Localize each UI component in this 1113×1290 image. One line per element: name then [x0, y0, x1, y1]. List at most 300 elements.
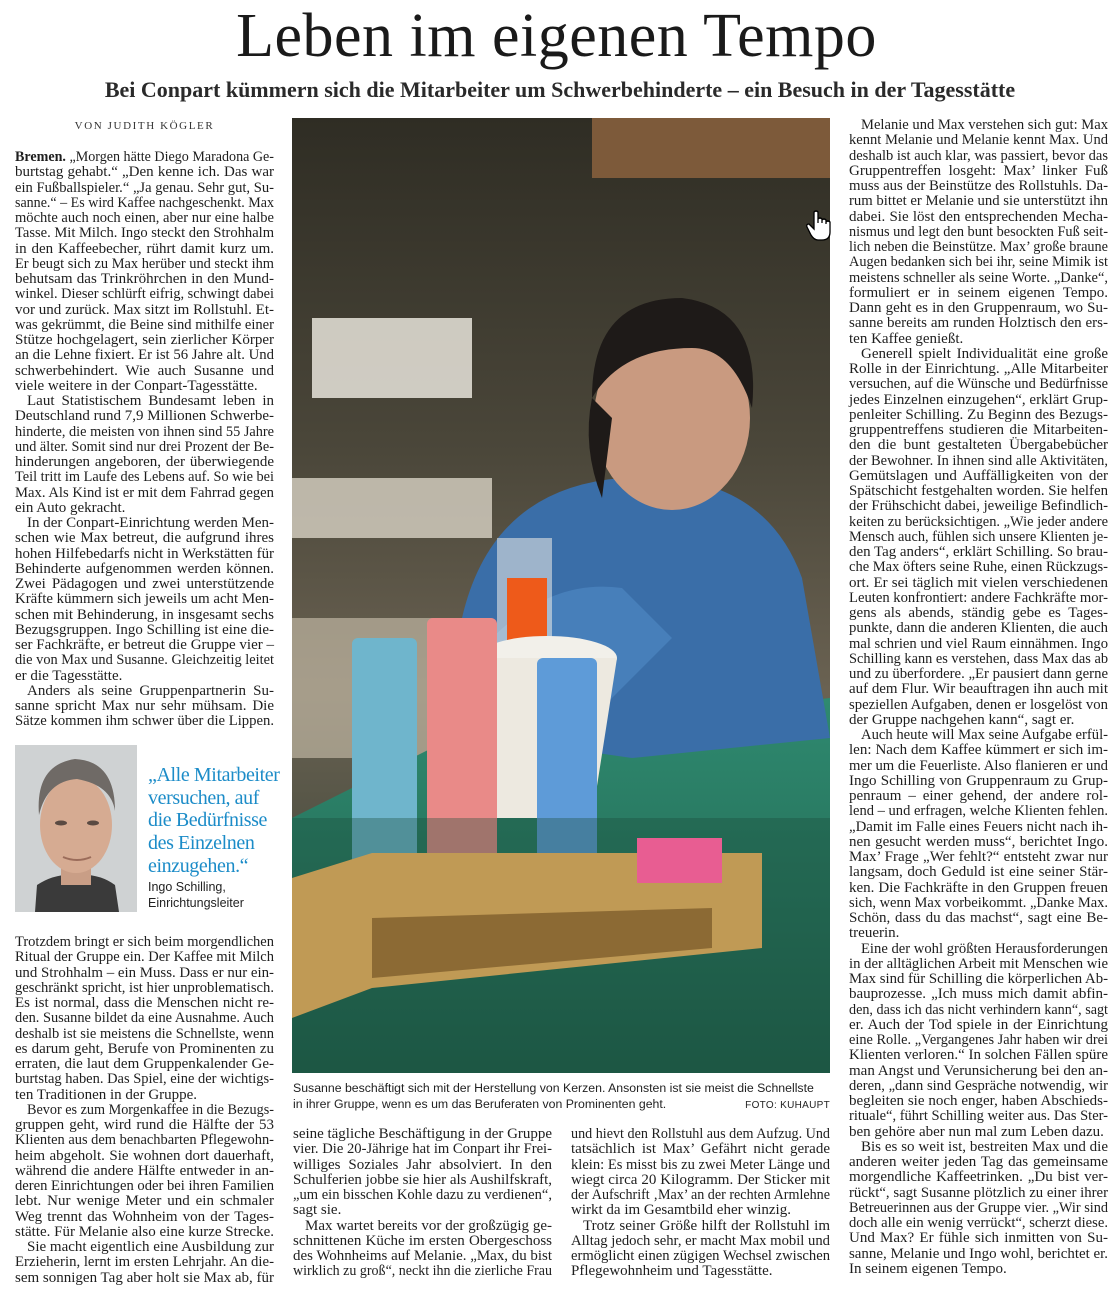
text-line-content: der Aufschrift ‚Max’ an der rechten Armlehne [571, 1187, 830, 1203]
text-line [849, 393, 1108, 408]
text-line-content: ort. Er sei täglich mit vielen verschiedenen [849, 574, 1108, 591]
text-line-content: gruppentreffens studieren die Mitarbeiten- [849, 422, 1108, 438]
text-line [849, 286, 1108, 301]
text-line [15, 486, 274, 501]
text-line [15, 516, 274, 531]
text-line-content: was gekrümmt, die Beine sind mithilfe einer [15, 316, 274, 333]
text-line-content: Stütze hochgelagert, sein zierlicher Körper [15, 332, 274, 348]
text-line-content: Erzieherin, lernt im ersten Lehrjahr. An die- [15, 1254, 274, 1271]
text-line [849, 133, 1108, 148]
text-line-content: ermöglicht einen zügigen Wechsel zwischen [571, 1248, 830, 1264]
text-line [15, 425, 274, 440]
text-line-content: sagt sie. [293, 1202, 342, 1219]
text-line [849, 347, 1108, 362]
text-line-content: der Frühschicht dabei, jeweilige Befindlich- [849, 498, 1108, 515]
text-line-content: meistens schneller als seine Worte. „Danke“, [849, 269, 1108, 286]
pull-quote [148, 764, 286, 877]
text-line [849, 164, 1108, 179]
text-line [849, 789, 1108, 804]
text-line [15, 1271, 274, 1286]
text-line-content: des Wohnheims auf Melanie. „Max, du bist [293, 1248, 552, 1264]
text-line-content: Generell spielt Individualität eine große [861, 345, 1108, 362]
text-line [15, 1255, 274, 1270]
text-line [849, 1186, 1108, 1201]
column-right [849, 118, 1108, 1277]
text-line [15, 562, 274, 577]
text-line-content: Pflegewohnheim und Tagesstätte. [571, 1263, 773, 1280]
text-line-content: „Damit im Falle eines Feuers nicht nach ih- [849, 818, 1108, 835]
text-line [849, 194, 1108, 209]
text-line [15, 150, 274, 165]
text-line-content: Es ist normal, dass die Menschen nicht re- [15, 995, 274, 1011]
text-line-content: an die Lehne fixiert. Er ist 56 Jahre alt. Und [15, 347, 274, 364]
text-line-content: lich neben die Beinstütze. Max’ große braune [849, 239, 1108, 255]
text-line [849, 1201, 1108, 1216]
text-line [849, 743, 1108, 758]
pull-quote-line: die Bedürfnisse [148, 809, 267, 832]
text-line [849, 774, 1108, 789]
text-line-content: Leuten konfrontiert: andere Fachkräfte mor- [849, 589, 1108, 606]
text-line-content: auf dem Flur. Wir beauftragen ihn auch mit [849, 681, 1108, 698]
caption-line: Susanne beschäftigt sich mit der Herstellung von Kerzen. Ansonsten ist sie meist die Schnellste [293, 1081, 814, 1095]
text-line [15, 996, 274, 1011]
hand-pointer-icon [806, 210, 832, 242]
text-line [849, 271, 1108, 286]
text-line-content: Bis es so weit ist, bestreiten Max und die [861, 1138, 1108, 1155]
paragraph [15, 516, 274, 684]
paragraph [293, 1127, 552, 1219]
paragraph [15, 935, 274, 1103]
paragraph [849, 942, 1108, 1140]
article-title: Leben im eigenen Tempo [236, 2, 877, 70]
text-line-content: sanne.“ – Es wird Kaffee nachgeschenkt. Max [15, 194, 274, 211]
text-line [849, 484, 1108, 499]
text-line-content: len: Nach dem Kaffee kümmert er sich im- [849, 742, 1108, 759]
column-left-bottom [15, 935, 274, 1286]
text-line [849, 240, 1108, 255]
text-line [849, 1109, 1108, 1124]
text-line-content: In seinem eigenen Tempo. [849, 1260, 1007, 1277]
text-line [15, 1072, 274, 1087]
paragraph [15, 684, 274, 730]
text-line [571, 1158, 830, 1173]
paragraph [849, 728, 1108, 942]
text-line-content: ken. Die Fachkräfte in den Gruppen freuen [849, 879, 1108, 896]
text-line [849, 835, 1108, 850]
text-line [15, 303, 274, 318]
text-line-content: lebt. Nur wenige Meter und ein schmaler [15, 1193, 274, 1210]
text-line-content: und älter. Somit sind nur drei Prozent der Be- [15, 438, 274, 455]
text-line [849, 728, 1108, 743]
text-line [15, 257, 274, 272]
column-middle-left [293, 1127, 552, 1280]
text-line-content: den die bunt gestalteten Übergabebücher [849, 437, 1108, 454]
text-line-content: morgendliche Kaffeetrinken. „Du bist ver- [849, 1169, 1108, 1186]
text-line [849, 1064, 1108, 1079]
text-line [571, 1219, 830, 1234]
text-line [849, 1170, 1108, 1185]
text-line [293, 1173, 552, 1188]
text-line [15, 165, 274, 180]
text-line [849, 667, 1108, 682]
text-line-content: der Gruppe nachgehen kann“, sagt er. [849, 711, 1075, 728]
text-line-content: nismus und legt den bunt besockten Fuß seit- [849, 223, 1108, 240]
text-line [849, 499, 1108, 514]
text-line [849, 545, 1108, 560]
text-line-content: muss aus der Beinstütze des Rollstuhls. Da- [849, 178, 1108, 194]
text-line-content: und hievt den Rollstuhl aus dem Aufzug. Und [571, 1126, 830, 1142]
text-line [15, 1011, 274, 1026]
text-line-content: Spätschicht festgehalten worden. Sie helfen [849, 483, 1108, 499]
text-line [15, 196, 274, 211]
text-line-content: schnittenen Küche im ersten Obergeschoss [293, 1232, 552, 1249]
text-line-content: den, dass ich das nicht verhindern kann“, sagt [849, 1001, 1108, 1018]
pull-quote-attribution [148, 879, 286, 911]
text-line [849, 637, 1108, 652]
text-line-content: wirkt da im Gesamtbild eher winzig. [571, 1202, 791, 1219]
text-line [849, 423, 1108, 438]
text-line [849, 682, 1108, 697]
paragraph [571, 1219, 830, 1280]
text-line-content: Ritual der Gruppe ein. Der Kaffee mit Milch [15, 949, 274, 966]
text-line [15, 1133, 274, 1148]
text-line-content: hinderte, die meisten von ihnen sind 55 Jahre [15, 423, 274, 440]
text-line-content: schwerbehindert. Wie auch Susanne und [15, 362, 274, 379]
text-line-content: lend – und erfragen, welche Klienten fehlen. [849, 803, 1108, 820]
text-line-content: Augen bedanken sich bei ihr, seine Mimik ist [849, 254, 1108, 271]
text-line [15, 653, 274, 668]
text-line [571, 1188, 830, 1203]
paragraph [15, 1240, 274, 1286]
text-line [293, 1203, 552, 1218]
text-line [15, 379, 274, 394]
text-line [15, 1194, 274, 1209]
pull-quote-box [148, 764, 286, 911]
text-line [849, 454, 1108, 469]
text-line-content: Bezugsgruppen. Ingo Schilling ist eine die- [15, 621, 274, 638]
paragraph [15, 1103, 274, 1240]
photo-credit: FOTO: KUHAUPT [745, 1100, 830, 1111]
text-line-content: formuliert er in seinem eigenen Tempo. [849, 284, 1108, 301]
text-line-content: anderen weiter jeden Tag das gemeinsame [849, 1154, 1108, 1170]
text-line-content: hohen Hilfebedarfs nicht in Werkstätten für [15, 545, 274, 562]
text-line-content: er die Tagesstätte. [15, 667, 123, 684]
text-line-content: Sie macht eigentlich eine Ausbildung zur [27, 1239, 274, 1255]
text-line [15, 592, 274, 607]
text-line [15, 1118, 274, 1133]
text-line-content: klein: Es misst bis zu zwei Meter Länge und [571, 1156, 830, 1173]
text-line [849, 255, 1108, 270]
column-middle-right [571, 1127, 830, 1280]
text-line [293, 1219, 552, 1234]
text-line [849, 1262, 1108, 1277]
article-subtitle-text: Bei Conpart kümmern sich die Mitarbeiter um Schwerbehinderte – ein Besuch in der Tagesstätte [104, 77, 1016, 102]
text-line-content: erraten, die laut dem Gruppenkalender Ge- [15, 1056, 274, 1072]
text-line-content: Und Max? Er fühle sich inmitten von Su- [849, 1230, 1108, 1247]
text-line [15, 211, 274, 226]
text-line-content: williges Soziales Jahr absolviert. In den [293, 1156, 552, 1173]
text-line-content: „um ein bisschen Kohle dazu zu verdienen“, [293, 1187, 552, 1203]
text-line [849, 332, 1108, 347]
text-line-content: Teil tritt im Laufe des Lebens auf. So wie bei [15, 469, 274, 486]
text-line-content: heim abgeholt. Sie wohnen dort dauerhaft, [15, 1147, 274, 1164]
text-line [15, 577, 274, 592]
text-line-content: deshalb ist sie meistens die Schnellste, wenn [15, 1025, 274, 1042]
quote-person-name: Ingo Schilling, [148, 880, 226, 895]
text-line [849, 225, 1108, 240]
text-line [849, 911, 1108, 926]
text-line [15, 1027, 274, 1042]
text-line [293, 1188, 552, 1203]
text-line [571, 1234, 830, 1249]
text-line-content: sem sonnigen Tag aber holt sie Max ab, für [15, 1269, 274, 1286]
text-line-content: geschränkt spricht, ist hier unproblematisch. [15, 979, 274, 996]
text-line [15, 638, 274, 653]
main-photo [292, 118, 830, 1073]
text-line [15, 1179, 274, 1194]
text-line [15, 623, 274, 638]
text-line-content: Betreuerinnen aus der Gruppe vier. „Wir sind [849, 1199, 1108, 1216]
text-line [15, 714, 274, 729]
text-line-content: wiegt circa 20 Kilogramm. Der Sticker mit [571, 1171, 830, 1188]
text-line-content: viele weitere in der Conpart-Tagesstätte. [15, 377, 258, 394]
text-line [15, 272, 274, 287]
paragraph [15, 394, 274, 516]
quote-person-role: Einrichtungsleiter [148, 896, 244, 911]
text-line-content: stätte. Für Melanie also eine kurze Strecke. [15, 1223, 274, 1240]
text-line-content: treuerin. [849, 925, 900, 942]
text-line-content: und zu überfordere. „Er pausiert dann gerne [849, 666, 1108, 682]
text-line-content: rituale“, führt Schilling weiter aus. Das Ster- [849, 1108, 1108, 1125]
text-line [849, 820, 1108, 835]
text-line-content: ben gehöre aber nun mal zum Leben dazu. [849, 1123, 1104, 1140]
text-line-content: Klienten aus dem benachbarten Pflegewohn- [15, 1132, 274, 1149]
text-line-content: Kräfte kümmern sich jeweils um acht Men- [15, 591, 274, 608]
text-line-content: begleiten sie noch enger, haben Abschieds- [849, 1093, 1108, 1109]
text-line-content: Rolle in der Einrichtung. „Alle Mitarbeiter [849, 361, 1108, 377]
text-line [15, 1164, 274, 1179]
text-line [571, 1203, 830, 1218]
text-line-content: Laut Statistischem Bundesamt leben in [27, 393, 274, 409]
text-line [849, 896, 1108, 911]
text-line-content: speziellen Aufgaben, denen er losgelöst von [849, 696, 1108, 713]
text-line [15, 966, 274, 981]
text-line-content: Tasse. Mit Milch. Ingo steckt den Strohhalm [15, 225, 274, 242]
text-line-content: ser Fachkräfte, er betreut die Gruppe vier – [15, 637, 274, 653]
text-line-content: möchte auch noch einen, aber nur eine halbe [15, 210, 274, 226]
text-line-content: hinderungen angeboren, der überwiegende [15, 454, 274, 470]
text-line [293, 1264, 552, 1279]
text-line [849, 530, 1108, 545]
text-line-content: penleiter Schilling. Zu Beginn des Bezugs- [849, 406, 1108, 423]
text-line [15, 440, 274, 455]
text-line-content: der Bewohner. In ihnen sind alle Aktivitäten, [849, 452, 1108, 469]
pull-quote-line: versuchen, auf [148, 786, 260, 809]
text-line-content: in der alltäglichen Arbeit mit Menschen wie [849, 955, 1108, 972]
text-line [849, 1048, 1108, 1063]
text-line [849, 1094, 1108, 1109]
text-line [849, 713, 1108, 728]
text-line [849, 987, 1108, 1002]
text-line [15, 470, 274, 485]
text-line [15, 531, 274, 546]
text-line [15, 1103, 274, 1118]
text-line [849, 1216, 1108, 1231]
text-line-content: ten Kaffee genießt. [849, 330, 964, 347]
text-line [15, 1088, 274, 1103]
text-line [15, 501, 274, 516]
text-line-content: Max’ Frage „Wer fehlt?“ entsteht zwar nur [849, 849, 1108, 865]
text-line-content: deshalb ist auch klar, was passiert, bevor das [849, 147, 1108, 164]
text-line [571, 1264, 830, 1279]
text-line [849, 179, 1108, 194]
text-line-content: sanne spricht Max nur sehr mühsam. Die [15, 698, 274, 714]
text-line [849, 1155, 1108, 1170]
text-line-content: und Strohhalm – ein Muss. Dass er nur ein- [15, 964, 274, 981]
text-line [15, 1149, 274, 1164]
text-line [849, 1033, 1108, 1048]
text-line-content: vier. Die 20-Jährige hat im Conpart ihr Frei- [293, 1141, 552, 1158]
text-line [15, 1042, 274, 1057]
photo-caption [293, 1080, 830, 1112]
text-line-content: Max sind für Schilling die körperlichen Ab- [849, 971, 1108, 987]
text-line [15, 455, 274, 470]
text-line [15, 394, 274, 409]
text-line [293, 1158, 552, 1173]
text-line-content: rückt“, sagt Susanne plötzlich zu einer ihrer [849, 1184, 1108, 1201]
text-line-content: versuchen, auf die Wünsche und Bedürfnisse [849, 376, 1108, 393]
text-line [849, 759, 1108, 774]
text-line-content: sich, wenn Max vorbeikommt. „Danke Max. [849, 894, 1108, 911]
text-line [849, 118, 1108, 133]
text-line-content: tatsächlich ist Max’ Gefährt nicht gerade [571, 1141, 830, 1158]
text-line-content: burtstag gehabt.“ „Den kenne ich. Das war [15, 164, 274, 181]
portrait-photo [15, 745, 137, 912]
text-line-content: bauprozesse. „Ich muss mich damit abfin- [849, 986, 1108, 1003]
paragraph [293, 1219, 552, 1280]
text-line [849, 408, 1108, 423]
text-line-content: Trotzdem bringt er sich beim morgendlichen [15, 934, 274, 950]
text-line [849, 316, 1108, 331]
text-line [15, 1225, 274, 1240]
text-line [849, 469, 1108, 484]
text-line-content: punkte, dann die anderen Klienten, die auch [849, 620, 1108, 637]
text-line [15, 226, 274, 241]
byline: VON JUDITH KÖGLER [74, 120, 215, 132]
text-line-content: Auch heute will Max seine Aufgabe erfül- [861, 727, 1108, 743]
text-line [849, 591, 1108, 606]
text-line [15, 547, 274, 562]
text-line [849, 377, 1108, 392]
text-line [15, 287, 274, 302]
pull-quote-line: „Alle Mitarbeiter [148, 764, 280, 786]
paragraph [849, 1140, 1108, 1277]
text-line [571, 1142, 830, 1157]
text-line-content: sanne, Melanie und Ingo wohl, berichtet er. [849, 1245, 1108, 1262]
text-line-content: Melanie und Max verstehen sich gut: Max [861, 117, 1108, 133]
text-line [15, 935, 274, 950]
text-line-content: rum bittet er Melanie und sie unterstützt ihn [849, 193, 1108, 210]
text-line-content: Schilling kann es verstehen, dass Max das ab [849, 650, 1108, 667]
text-line [293, 1127, 552, 1142]
text-line-content: vor und zurück. Max sitzt im Rollstuhl. Et- [15, 301, 274, 318]
dateline: Bremen. [15, 149, 66, 165]
text-line [15, 1240, 274, 1255]
text-line-content: während die andere Hälfte entweder in an- [15, 1162, 274, 1179]
text-line [849, 1018, 1108, 1033]
text-line [571, 1249, 830, 1264]
text-line-content: gens als abends, ständig gebe es Tages- [849, 605, 1108, 621]
text-line-content: wirklich zu groß“, neckt ihn die zierliche Frau [293, 1263, 552, 1280]
text-line [15, 242, 274, 257]
text-line-content: keiten zu berücksichtigen. „Wie jeder andere [849, 513, 1108, 530]
text-line [849, 515, 1108, 530]
text-line-content: Dann geht es in den Gruppenraum, wo Su- [849, 300, 1108, 316]
text-line-content: sanne bereits am runden Holztisch den ers- [849, 315, 1108, 332]
text-line-content: gruppen geht, wird rund die Hälfte der 53 [15, 1117, 274, 1133]
text-line [15, 1057, 274, 1072]
text-line [849, 1247, 1108, 1262]
text-line [849, 560, 1108, 575]
text-line [293, 1234, 552, 1249]
text-line-content: mal schrien und viel Raum einnähmen. Ingo [849, 635, 1108, 652]
text-line-content: Schulferien jobbe sie hier als Aushilfskraft, [293, 1171, 552, 1188]
text-line-content: Eine der wohl größten Herausforderungen [861, 940, 1108, 957]
text-line-content: die von Max und Susanne. Gleichzeitig leitet [15, 652, 274, 669]
text-line-content: Deutschland rund 7,9 Millionen Schwerbe- [15, 408, 274, 425]
paragraph [15, 150, 274, 394]
text-line [849, 850, 1108, 865]
text-line-content: Bevor es zum Morgenkaffee in die Bezugs- [27, 1101, 274, 1118]
text-line [15, 318, 274, 333]
text-line [849, 210, 1108, 225]
text-line [15, 684, 274, 699]
text-line [849, 804, 1108, 819]
text-line-content: eine Rolle. „Vergangenes Jahr haben wir drei [849, 1032, 1108, 1048]
text-line-content: jedes Einzelnen einzugehen“, erklärt Grup- [849, 391, 1108, 408]
text-line [849, 1140, 1108, 1155]
text-line-content: Max wartet bereits vor der großzügig ge- [305, 1217, 552, 1234]
paragraph [571, 1127, 830, 1219]
caption-line: in ihrer Gruppe, wenn es um das Beruferaten von Prominenten geht. [293, 1097, 667, 1111]
text-line-content: Zwei Pädagogen und zwei unterstützende [15, 576, 274, 592]
text-line [849, 652, 1108, 667]
text-line [849, 698, 1108, 713]
text-line [15, 409, 274, 424]
text-line-content: in den Kaffeebecher, rührt damit kurz um. [15, 240, 274, 257]
pull-quote-line: einzugehen.“ [148, 854, 249, 877]
text-line-content: ein Auto gekracht. [15, 499, 126, 516]
text-line [293, 1142, 552, 1157]
text-line [849, 1231, 1108, 1246]
text-line [15, 699, 274, 714]
text-line [571, 1173, 830, 1188]
text-line-content: Behinderte aufgenommen werden können. [15, 560, 274, 577]
text-line-content: den. Susanne bildet da eine Ausnahme. Auch [15, 1010, 274, 1027]
text-line [849, 438, 1108, 453]
text-line [15, 1210, 274, 1225]
text-line [849, 881, 1108, 896]
text-line-content: dabei. Sie löst den entsprechenden Mecha- [849, 208, 1108, 225]
text-line-content: Gemütslagen und Auffälligkeiten von der [849, 467, 1108, 484]
text-line-content: schen wie Max betreut, die aufgrund ihres [15, 530, 274, 547]
text-line-content: es darum geht, Berufe von Prominenten zu [15, 1040, 274, 1057]
text-line-content: Max. Als Kind ist er mit dem Fahrrad gegen [15, 484, 274, 501]
text-line-content: Anders als seine Gruppenpartnerin Su- [27, 682, 274, 699]
text-line [849, 1003, 1108, 1018]
text-line-content: kennt Melanie und Melanie kennt Max. Und [849, 132, 1108, 149]
article-subtitle [10, 76, 1110, 104]
